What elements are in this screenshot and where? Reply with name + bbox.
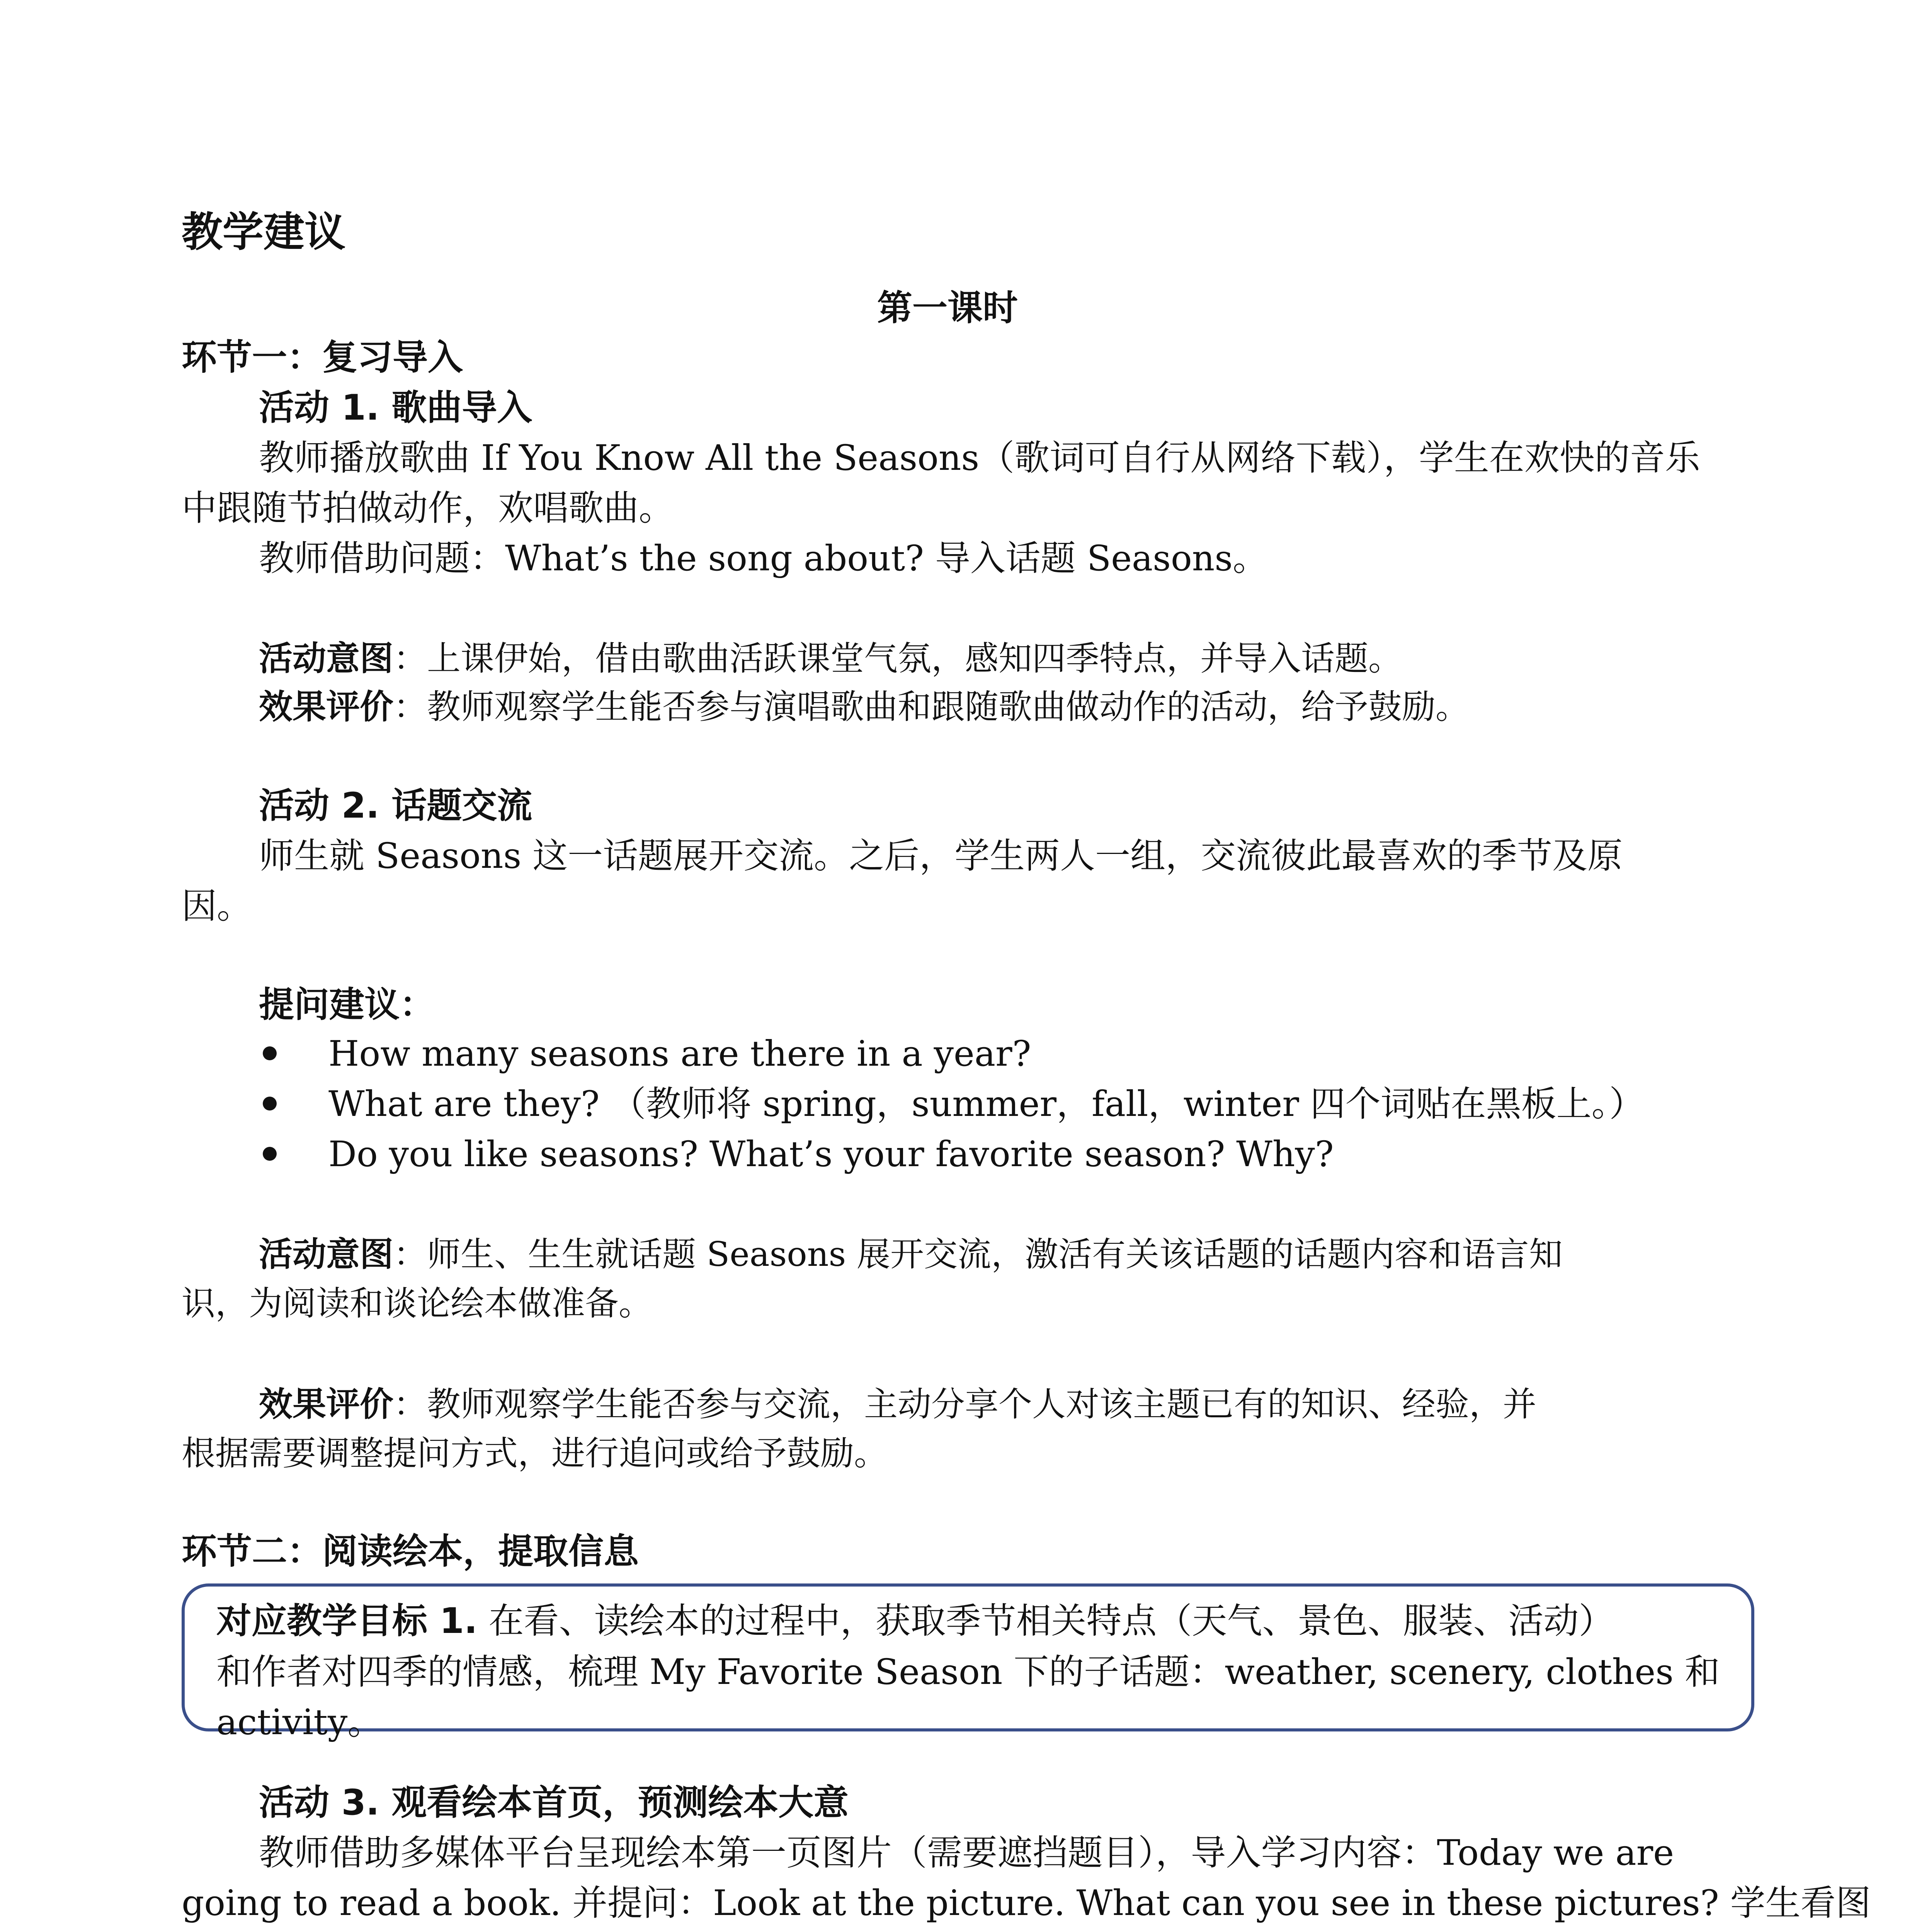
activity1-paragraph1-line2: 中跟随节拍做动作，欢唱歌曲。 bbox=[182, 488, 674, 529]
activity1-intent bbox=[259, 638, 1402, 678]
intent-label: 活动意图 bbox=[259, 1234, 393, 1274]
bullet-icon bbox=[263, 1046, 277, 1060]
goal-line1 bbox=[216, 1601, 1614, 1641]
activity3-paragraph1-line1: 教师借助多媒体平台呈现绘本第一页图片（需要遮挡题目），导入学习内容：Today we are bbox=[259, 1833, 1674, 1873]
activity1-evaluation bbox=[259, 687, 1469, 726]
evaluation-text: ：教师观察学生能否参与交流，主动分享个人对该主题已有的知识、经验，并 bbox=[393, 1384, 1536, 1424]
evaluation-label: 效果评价 bbox=[259, 687, 393, 726]
evaluation-text: ：教师观察学生能否参与演唱歌曲和跟随歌曲做动作的活动，给予鼓励。 bbox=[393, 687, 1469, 726]
goal-label: 对应教学目标 1. bbox=[216, 1601, 478, 1641]
activity3-title: 活动 3. 观看绘本首页，预测绘本大意 bbox=[259, 1782, 849, 1823]
activity1-paragraph1-line1: 教师播放歌曲 If You Know All the Seasons（歌词可自行从网络下载），学生在欢快的音乐 bbox=[259, 438, 1700, 478]
evaluation-label: 效果评价 bbox=[259, 1384, 393, 1424]
activity1-paragraph2: 教师借助问题：What’s the song about? 导入话题 Seasons。 bbox=[259, 538, 1268, 579]
questions-title: 提问建议： bbox=[259, 985, 435, 1025]
activity2-evaluation-line1 bbox=[259, 1384, 1536, 1424]
goal-line3: activity。 bbox=[216, 1702, 383, 1743]
activity2-intent-line1 bbox=[259, 1234, 1563, 1274]
activity3-paragraph1-line2: going to read a book. 并提问：Look at the picture. What can you see in these pictures? 学生看图 bbox=[182, 1883, 1871, 1923]
activity2-paragraph-line2: 因。 bbox=[182, 886, 252, 927]
intent-label: 活动意图 bbox=[259, 638, 393, 678]
section2-heading: 环节二：阅读绘本，提取信息 bbox=[182, 1531, 639, 1572]
intent-text: ：上课伊始，借由歌曲活跃课堂气氛，感知四季特点，并导入话题。 bbox=[393, 639, 1402, 678]
activity1-title: 活动 1. 歌曲导入 bbox=[259, 388, 532, 428]
question-item: Do you like seasons? What’s your favorite season? Why? bbox=[328, 1134, 1334, 1175]
bullet-icon bbox=[263, 1147, 277, 1161]
bullet-icon bbox=[263, 1097, 277, 1111]
activity2-evaluation-line2: 根据需要调整提问方式，进行追问或给予鼓励。 bbox=[182, 1434, 888, 1473]
section1-heading: 环节一：复习导入 bbox=[182, 337, 463, 378]
question-item: What are they? （教师将 spring，summer，fall，winter 四个词贴在黑板上。） bbox=[328, 1084, 1645, 1124]
activity2-paragraph-line1: 师生就 Seasons 这一话题展开交流。之后，学生两人一组，交流彼此最喜欢的季节及原 bbox=[259, 836, 1623, 876]
page-title: 教学建议 bbox=[182, 208, 345, 256]
activity2-title: 活动 2. 话题交流 bbox=[259, 786, 532, 826]
goal-line2: 和作者对四季的情感，梳理 My Favorite Season 下的子话题：weather, scenery, clothes 和 bbox=[216, 1652, 1720, 1692]
intent-text: ：师生、生生就话题 Seasons 展开交流，激活有关该话题的话题内容和语言知 bbox=[393, 1235, 1563, 1274]
question-item: How many seasons are there in a year? bbox=[328, 1034, 1031, 1074]
lesson-title: 第一课时 bbox=[877, 288, 1018, 328]
goal-text: 在看、读绘本的过程中，获取季节相关特点（天气、景色、服装、活动） bbox=[477, 1601, 1614, 1641]
activity2-intent-line2: 识，为阅读和谈论绘本做准备。 bbox=[182, 1284, 652, 1323]
